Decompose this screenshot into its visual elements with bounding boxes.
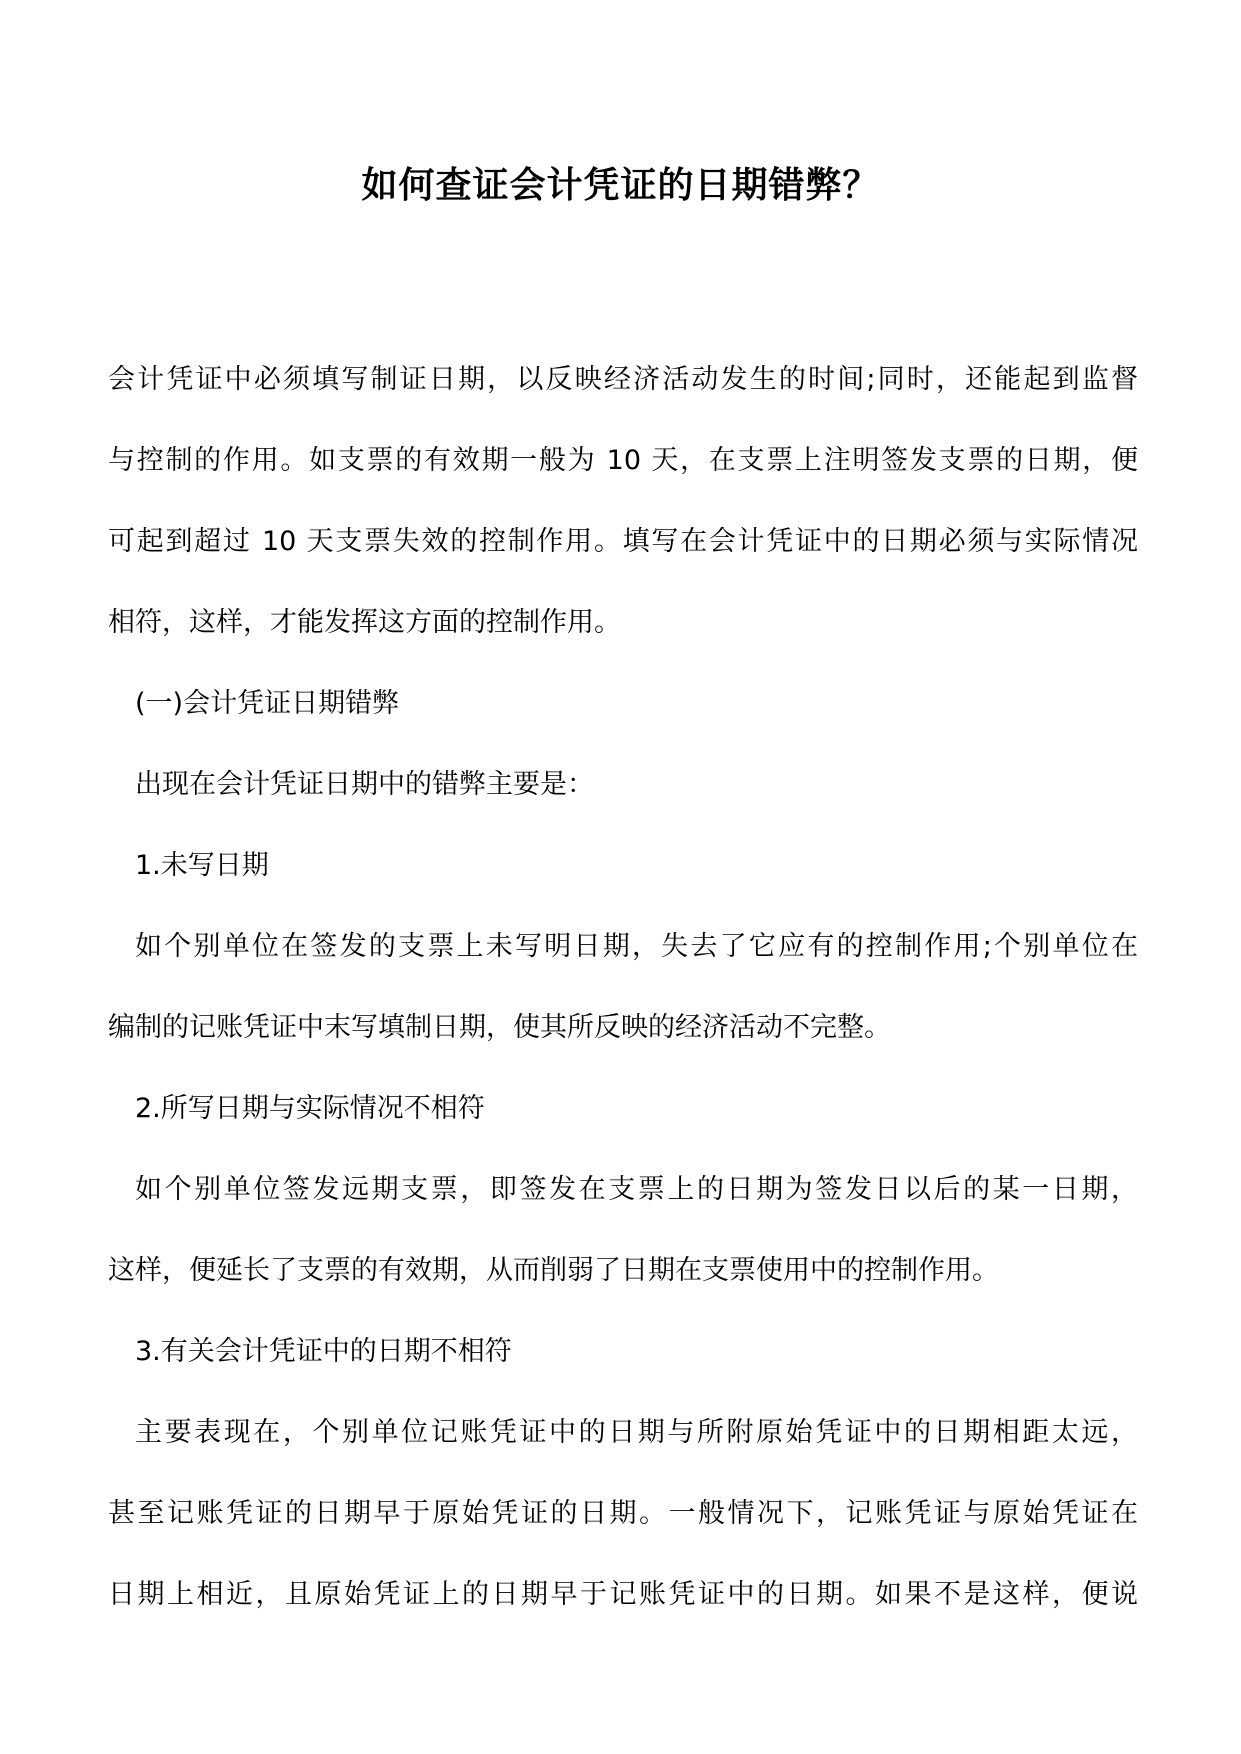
paragraph-line: 会计凭证中必须填写制证日期，以反映经济活动发生的时间;同时，还能起到监督: [108, 364, 1138, 395]
document-title: 如何查证会计凭证的日期错弊？: [361, 164, 880, 206]
paragraph-line: 如个别单位在签发的支票上未写明日期，失去了它应有的控制作用;个别单位在: [135, 931, 1138, 962]
paragraph-line: 可起到超过 10 天支票失效的控制作用。填写在会计凭证中的日期必须与实际情况: [108, 526, 1138, 557]
paragraph-line: 日期上相近，且原始凭证上的日期早于记账凭证中的日期。如果不是这样，便说: [108, 1579, 1138, 1610]
paragraph-line: 这样，便延长了支票的有效期，从而削弱了日期在支票使用中的控制作用。: [108, 1255, 999, 1286]
list-item-heading: 1.未写日期: [135, 850, 269, 881]
paragraph-line: 与控制的作用。如支票的有效期一般为 10 天，在支票上注明签发支票的日期，便: [108, 445, 1138, 476]
paragraph-line: 出现在会计凭证日期中的错弊主要是：: [135, 769, 594, 800]
list-item-heading: 3.有关会计凭证中的日期不相符: [135, 1336, 512, 1367]
document-body: [108, 339, 1138, 1635]
paragraph-line: 甚至记账凭证的日期早于原始凭证的日期。一般情况下，记账凭证与原始凭证在: [108, 1498, 1138, 1529]
paragraph-line: 主要表现在，个别单位记账凭证中的日期与所附原始凭证中的日期相距太远，: [135, 1417, 1138, 1448]
section-heading: (一)会计凭证日期错弊: [135, 688, 400, 719]
paragraph-line: 相符，这样，才能发挥这方面的控制作用。: [108, 607, 621, 638]
list-item-heading: 2.所写日期与实际情况不相符: [135, 1093, 485, 1124]
paragraph-line: 编制的记账凭证中末写填制日期，使其所反映的经济活动不完整。: [108, 1012, 891, 1043]
paragraph-line: 如个别单位签发远期支票，即签发在支票上的日期为签发日以后的某一日期，: [135, 1174, 1138, 1205]
